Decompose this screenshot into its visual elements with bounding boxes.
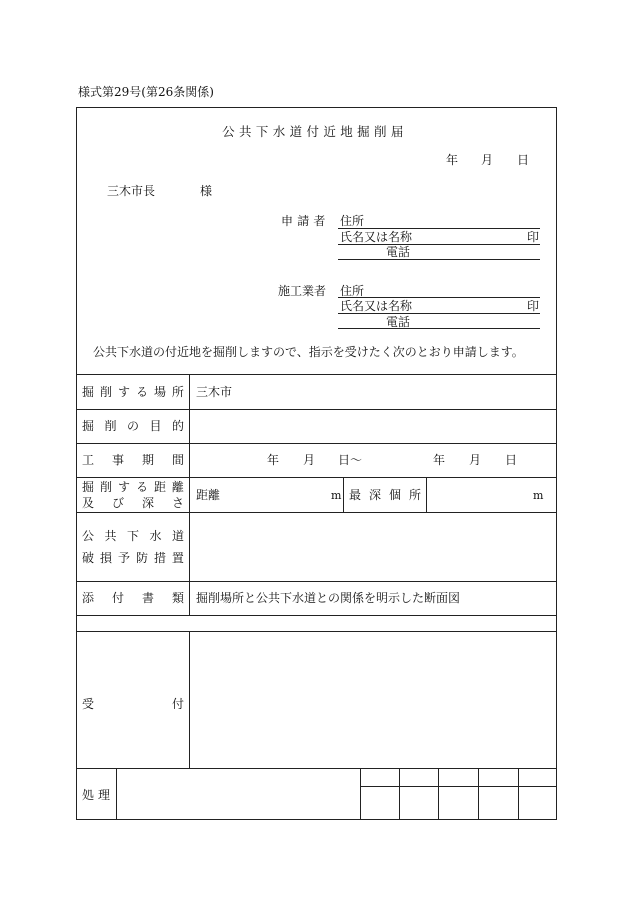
prevention-label-line2: 破 損 予 防 措 置	[82, 551, 184, 565]
period-year-to: 年	[433, 453, 446, 467]
contractor-label: 施工業者	[278, 284, 327, 298]
contractor-phone-line	[338, 328, 540, 329]
row-divider	[76, 581, 557, 582]
prevention-label-line1: 公 共 下 水 道	[82, 529, 184, 543]
contractor-address-label: 住所	[340, 284, 365, 298]
processing-divider	[438, 768, 439, 820]
attachments-label: 添 付 書 類	[82, 591, 184, 605]
row-divider	[76, 374, 557, 375]
label-column-divider	[189, 631, 190, 768]
applicant-name-label: 氏名又は名称	[340, 230, 413, 244]
row-divider	[76, 768, 557, 769]
applicant-label: 申請者	[281, 214, 330, 228]
contractor-seal: 印	[527, 299, 540, 313]
processing-divider	[399, 768, 400, 820]
processing-divider	[116, 768, 117, 820]
processing-divider	[360, 768, 361, 820]
period-day-from: 日〜	[338, 453, 363, 467]
processing-label: 処 理	[82, 788, 110, 802]
form-code: 様式第29号(第26条関係)	[78, 85, 214, 99]
distance-label-line1: 掘 削 す る 距 離	[82, 480, 184, 494]
attachments-value: 掘削場所と公共下水道との関係を明示した断面図	[196, 591, 461, 605]
period-year-from: 年	[267, 453, 280, 467]
reception-label: 受 付	[82, 697, 184, 711]
processing-divider	[518, 768, 519, 820]
period-month-to: 月	[469, 453, 482, 467]
location-value[interactable]: 三木市	[196, 385, 233, 399]
applicant-phone-line	[338, 259, 540, 260]
row-divider	[76, 631, 557, 632]
contractor-name-label: 氏名又は名称	[340, 299, 413, 313]
distance-divider	[343, 477, 344, 512]
date-day: 日	[517, 153, 530, 167]
contractor-name-line	[338, 313, 540, 314]
date-month: 月	[481, 153, 494, 167]
distance-unit: m	[331, 489, 342, 502]
distance-field-label: 距離	[196, 488, 221, 502]
depth-unit: m	[533, 489, 544, 502]
addressee-mayor: 三木市長	[107, 184, 156, 198]
form-title: 公共下水道付近地掘削届	[222, 124, 408, 139]
addressee-honorific: 様	[200, 184, 213, 198]
deepest-point-label: 最 深 個 所	[349, 488, 421, 502]
applicant-address-line	[338, 228, 540, 229]
distance-label-line2: 及 び 深 さ	[82, 496, 184, 510]
applicant-phone-label: 電話	[386, 245, 411, 259]
period-month-from: 月	[303, 453, 316, 467]
period-label: 工 事 期 間	[82, 453, 184, 467]
processing-divider	[478, 768, 479, 820]
processing-cell-divider	[360, 786, 557, 787]
application-statement: 公共下水道の付近地を掘削しますので、指示を受けたく次のとおり申請します。	[93, 345, 524, 359]
applicant-seal: 印	[527, 230, 540, 244]
location-label: 掘 削 す る 場 所	[82, 385, 184, 399]
label-column-divider	[189, 374, 190, 615]
row-divider	[76, 615, 557, 616]
applicant-address-label: 住所	[340, 214, 365, 228]
row-divider	[76, 443, 557, 444]
date-year: 年	[446, 153, 459, 167]
applicant-name-line	[338, 244, 540, 245]
period-day-to: 日	[505, 453, 518, 467]
row-divider	[76, 512, 557, 513]
contractor-phone-label: 電話	[386, 315, 411, 329]
distance-divider	[426, 477, 427, 512]
row-divider	[76, 409, 557, 410]
row-divider	[76, 477, 557, 478]
contractor-address-line	[338, 297, 540, 298]
purpose-label: 掘 削 の 目 的	[82, 419, 184, 433]
